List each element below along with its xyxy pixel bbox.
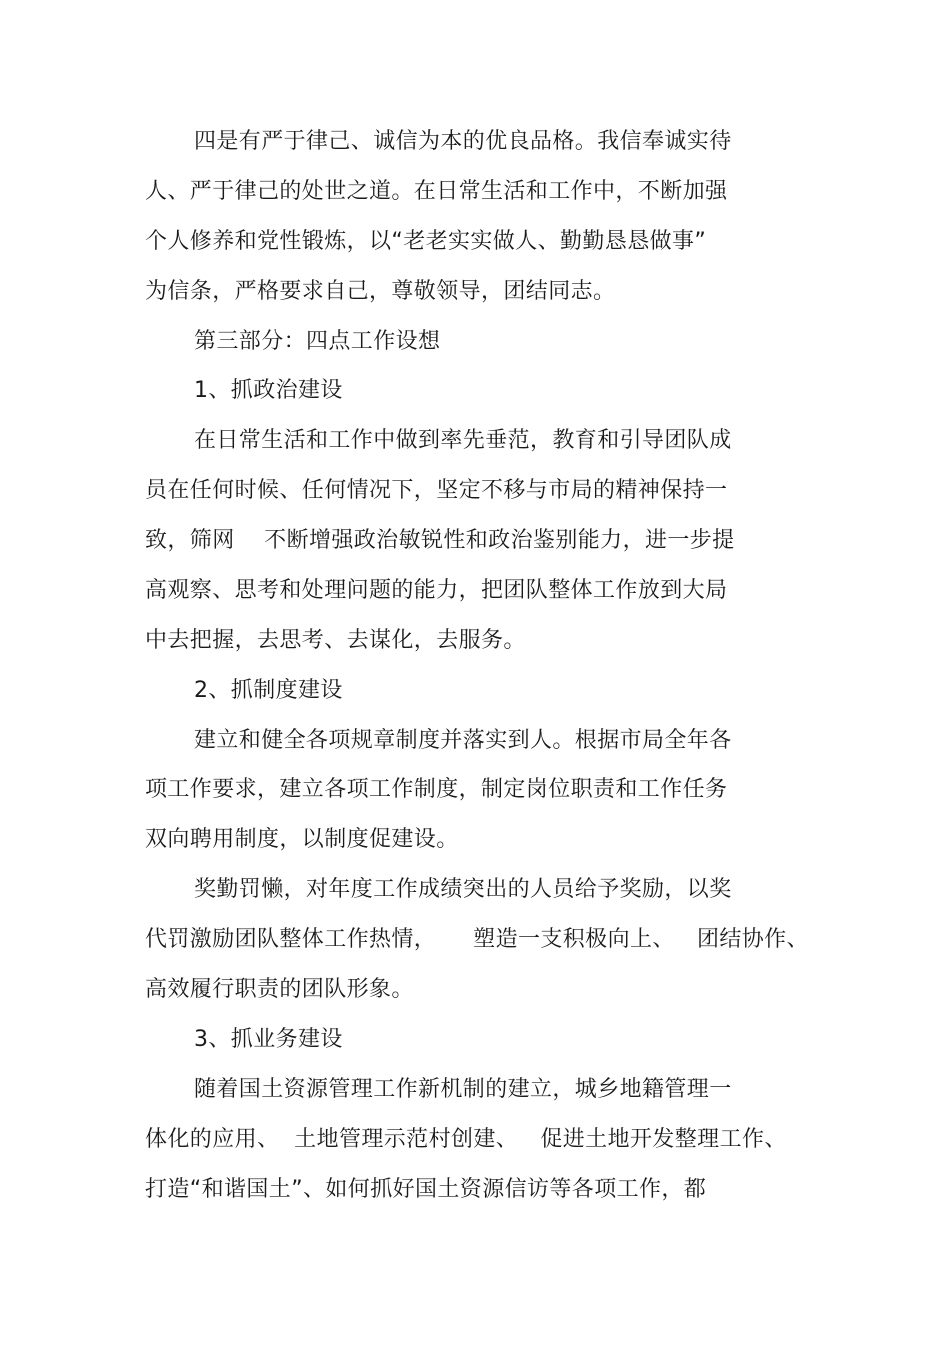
text-line: 在日常生活和工作中做到率先垂范，教育和引导团队成 bbox=[194, 428, 732, 453]
text-line: 四是有严于律己、诚信为本的优良品格。我信奉诚实待 bbox=[194, 129, 732, 154]
text-line: 体化的应用、 土地管理示范村创建、 促进土地开发整理工作、 bbox=[145, 1127, 787, 1152]
text-line: 中去把握，去思考、去谋化，去服务。 bbox=[145, 628, 526, 653]
text-line: 建立和健全各项规章制度并落实到人。根据市局全年各 bbox=[194, 728, 732, 753]
text-line: 奖勤罚懒，对年度工作成绩突出的人员给予奖励，以奖 bbox=[194, 877, 732, 902]
text-line: 双向聘用制度，以制度促建设。 bbox=[145, 827, 459, 852]
text-line: 人、严于律己的处世之道。在日常生活和工作中，不断加强 bbox=[145, 179, 728, 204]
text-line: 高效履行职责的团队形象。 bbox=[145, 977, 414, 1002]
subsection-heading: 3、抓业务建设 bbox=[194, 1027, 343, 1052]
text-line: 为信条，严格要求自己，尊敬领导，团结同志。 bbox=[145, 279, 616, 304]
text-line: 高观察、思考和处理问题的能力，把团队整体工作放到大局 bbox=[145, 578, 728, 603]
text-line: 打造“和谐国土”、如何抓好国土资源信访等各项工作，都 bbox=[145, 1177, 707, 1202]
text-line: 致，筛网 不断增强政治敏锐性和政治鉴别能力，进一步提 bbox=[145, 528, 735, 553]
text-line: 代罚激励团队整体工作热情， 塑造一支积极向上、 团结协作、 bbox=[145, 927, 809, 952]
section-heading: 第三部分：四点工作设想 bbox=[194, 329, 441, 354]
subsection-heading: 2、抓制度建设 bbox=[194, 678, 343, 703]
text-line: 员在任何时候、任何情况下，坚定不移与市局的精神保持一 bbox=[145, 478, 728, 503]
text-line: 个人修养和党性锻炼，以“老老实实做人、勤勤恳恳做事” bbox=[145, 229, 707, 254]
text-line: 随着国土资源管理工作新机制的建立，城乡地籍管理一 bbox=[194, 1077, 732, 1102]
subsection-heading: 1、抓政治建设 bbox=[194, 378, 343, 403]
text-line: 项工作要求，建立各项工作制度，制定岗位职责和工作任务 bbox=[145, 777, 728, 802]
